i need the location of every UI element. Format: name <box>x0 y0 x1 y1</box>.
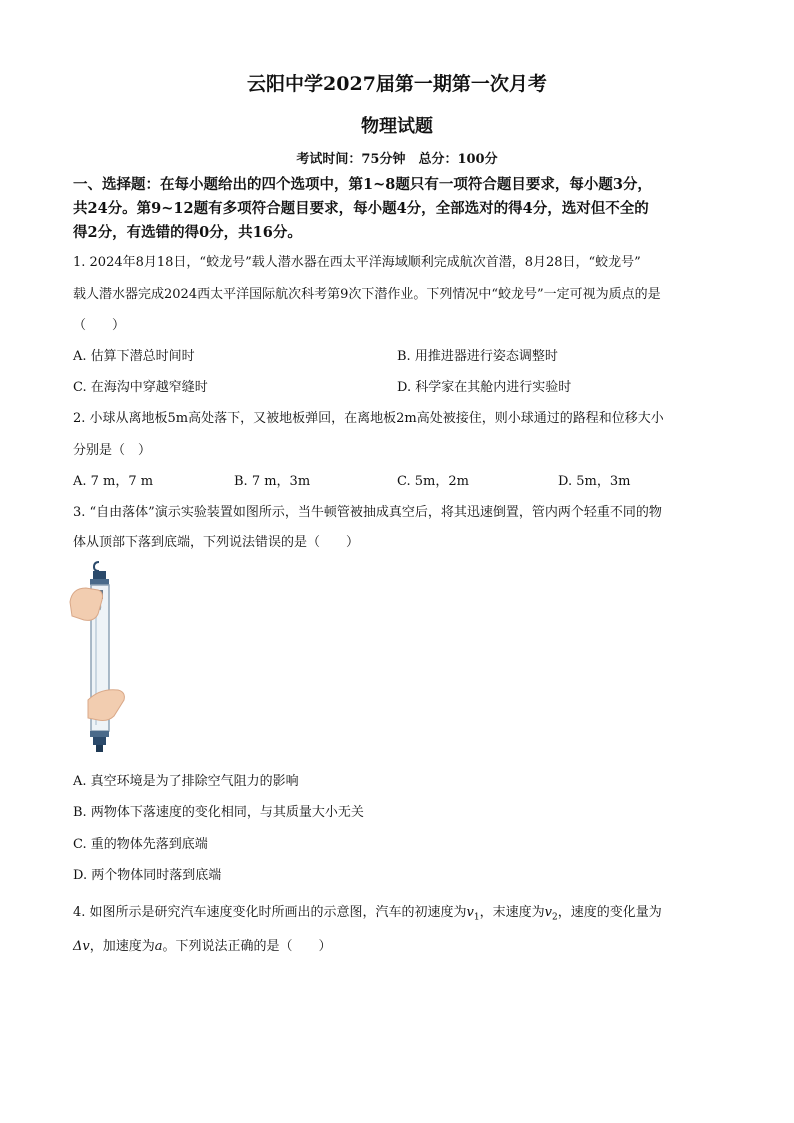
q4-text-part-3: ，速度的变化量为 <box>557 905 662 920</box>
q2-stem-line-1: 2. 小球从离地板5m高处落下，又被地板弹回，在离地板2m高处被接住，则小球通过的路程和位移大小 <box>73 411 664 426</box>
newton-tube-figure <box>68 560 130 754</box>
q3-option-a: A. 真空环境是为了排除空气阻力的影响 <box>73 774 299 789</box>
q3-option-b: B. 两物体下落速度的变化相同，与其质量大小无关 <box>73 805 364 820</box>
q1-option-b: B. 用推进器进行姿态调整时 <box>397 349 558 364</box>
v2-subscript: 2 <box>552 912 558 923</box>
v1-symbol: v <box>466 905 474 920</box>
q2-option-a: A. 7 m，7 m <box>73 474 154 489</box>
q2-stem-line-2: 分别是（ ） <box>73 443 152 458</box>
subject-title: 物理试题 <box>361 116 433 137</box>
exam-title: 云阳中学2027届第一期第一次月考 <box>247 73 547 95</box>
q2-option-b: B. 7 m，3m <box>234 474 311 489</box>
q1-option-a: A. 估算下潜总时间时 <box>73 349 195 364</box>
q1-option-c: C. 在海沟中穿越窄缝时 <box>73 380 208 395</box>
q2-option-c: C. 5m，2m <box>397 474 469 489</box>
bottom-cap <box>93 737 106 745</box>
q4-stem-line-2 <box>73 935 332 954</box>
q1-stem-line-1: 1. 2024年8月18日，“蛟龙号”载人潜水器在西太平洋海域顺利完成航次首潜，8月28日，“蛟龙号” <box>73 255 641 270</box>
q4-text-part-4: ，加速度为 <box>89 939 155 954</box>
v1-subscript: 1 <box>473 912 480 923</box>
q2-option-d: D. 5m，3m <box>558 474 631 489</box>
q3-stem-line-1: 3. “自由落体”演示实验装置如图所示，当牛顿管被抽成真空后，将其迅速倒置，管内两个轻重不同的物 <box>73 505 662 520</box>
upper-hand <box>70 588 103 620</box>
valve-icon <box>96 745 103 752</box>
exam-info: 考试时间：75分钟 总分：100分 <box>296 152 498 167</box>
q4-text-part-5: 。下列说法正确的是（ ） <box>162 939 332 954</box>
delta-v-symbol: Δv <box>73 939 90 954</box>
hook-icon <box>94 562 99 571</box>
v2-symbol: v <box>544 905 553 920</box>
section-instructions-line-1: 一、选择题：在每小题给出的四个选项中，第1~8题只有一项符合题目要求，每小题3分， <box>73 176 652 193</box>
top-cap-rim <box>90 579 109 585</box>
q1-option-d: D. 科学家在其舱内进行实验时 <box>397 380 572 395</box>
q3-option-c: C. 重的物体先落到底端 <box>73 837 208 852</box>
section-instructions-line-2: 共24分。第9~12题有多项符合题目要求，每小题4分，全部选对的得4分，选对但不全的 <box>73 200 649 217</box>
top-cap <box>93 571 106 579</box>
q4-text-part-1: 4. 如图所示是研究汽车速度变化时所画出的示意图，汽车的初速度为 <box>73 905 467 920</box>
q4-text-part-2: ，末速度为 <box>479 905 545 920</box>
acceleration-symbol: a <box>154 939 163 954</box>
bottom-cap-rim <box>90 731 109 737</box>
q1-stem-line-3: （ ） <box>73 318 126 333</box>
q3-option-d: D. 两个物体同时落到底端 <box>73 868 222 883</box>
section-instructions-line-3: 得2分，有选错的得0分，共16分。 <box>73 224 302 241</box>
q3-stem-line-2: 体从顶部下落到底端，下列说法错误的是（ ） <box>73 535 360 550</box>
q1-stem-line-2: 载人潜水器完成2024西太平洋国际航次科考第9次下潜作业。下列情况中“蛟龙号”一定可视为质点的是 <box>73 287 661 302</box>
q4-stem-line-1 <box>73 901 662 923</box>
